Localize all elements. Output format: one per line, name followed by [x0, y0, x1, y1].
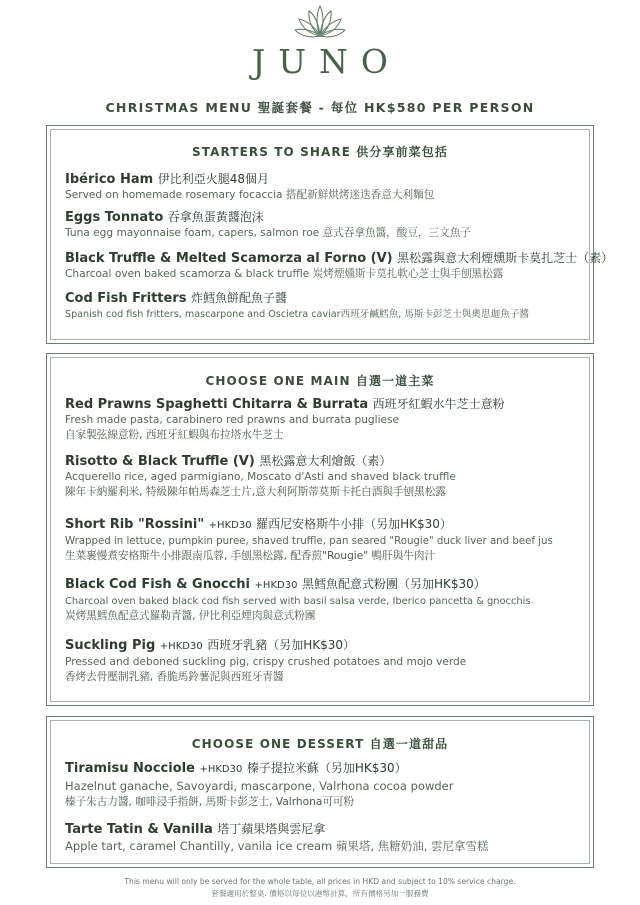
dish-description-zh: 榛子朱古力醬, 咖啡浸手指餅, 馬斯卡彭芝士, Valrhona可可粉 — [65, 796, 355, 808]
dish-name: Suckling Pig — [65, 638, 156, 653]
dish-name-zh: 伊比利亞火腿48個月 — [157, 172, 270, 186]
dish-name: Cod Fish Fritters — [65, 291, 187, 306]
menu-title: CHRISTMAS MENU 聖誕套餐 - 每位 HK$580 PER PERSON — [105, 100, 535, 115]
section-title: STARTERS TO SHARE 供分享前菜包括 — [192, 145, 448, 159]
list-item — [65, 821, 583, 855]
dish-description: Spanish cod fish fritters, mascarpone and Oscietra caviar西班牙鹹鱈魚, 馬斯卡彭芝士與奧思迦魚子醬 — [65, 309, 529, 320]
dish-name: Short Rib "Rossini" — [65, 517, 205, 532]
dish-name: Black Cod Fish & Gnocchi — [65, 577, 251, 592]
desserts-section — [46, 716, 594, 868]
dish-description-zh: 自家製弦線意粉, 西班牙紅蝦與布拉塔水牛芝士 — [65, 429, 284, 441]
footer-note: This menu will only be served for the whole table, all prices in HKD and subject to 10% service charge. — [124, 877, 516, 886]
dish-description: Fresh made pasta, carabinero red prawns and burrata pugliese — [65, 414, 400, 426]
dish-name-zh: 黑鱈魚配意式粉團（另加HK$30） — [301, 577, 486, 591]
dish-description: Acquerello rice, aged parmigiano, Moscato d'Asti and shaved black truffle — [65, 471, 456, 483]
section-title: CHOOSE ONE DESSERT 自選一道甜品 — [191, 737, 449, 751]
list-item — [65, 516, 583, 564]
dish-description-zh: 生菜裹慢煮安格斯牛小排跟南瓜蓉, 手刨黑松露, 配香煎"Rougie" 鴨肝與牛肉汁 — [65, 550, 436, 562]
section-title: CHOOSE ONE MAIN 自選一道主菜 — [205, 374, 435, 388]
dish-description-zh: 炭烤黑鱈魚配意式羅勒青醬, 伊比利亞煙肉與意式粉團 — [65, 610, 316, 622]
list-item — [65, 637, 583, 685]
dish-description-zh: 香烤去骨壓制乳豬, 香脆馬鈴薯泥與西班牙青醬 — [65, 671, 284, 683]
dish-name: Tarte Tatin & Vanilla — [65, 822, 213, 837]
surcharge: +HKD30 — [199, 764, 243, 775]
dish-name: Ibérico Ham — [65, 172, 154, 187]
dish-name: Risotto & Black Truffle (V) — [65, 454, 255, 469]
surcharge: +HKD30 — [159, 641, 203, 652]
dish-description: Hazelnut ganache, Savoyardi, mascarpone, Valrhona cocoa powder — [65, 779, 454, 793]
starters-section — [46, 125, 614, 344]
dish-name-zh: 吞拿魚蛋黃醬泡沫 — [167, 210, 264, 224]
dish-name: Red Prawns Spaghetti Chitarra & Burrata — [65, 397, 369, 412]
footer-note-zh: 套餐適用於整桌. 價格以每位以港幣計算，所有價格另加一服務費 — [211, 889, 429, 898]
surcharge: +HKD30 — [208, 520, 252, 531]
dish-description: Tuna egg mayonnaise foam, capers, salmon roe 意式吞拿魚醬，酸豆，三文魚子 — [65, 227, 471, 239]
dish-name: Eggs Tonnato — [65, 210, 164, 225]
dish-description: Wrapped in lettuce, pumpkin puree, shaved truffle, pan seared "Rougie" duck liver and beef jus — [65, 536, 553, 547]
dish-name-zh: 西班牙紅蝦水牛芝士意粉 — [372, 397, 505, 411]
list-item — [65, 396, 583, 443]
logo — [0, 2, 640, 82]
brand-name: JUNO — [252, 42, 401, 81]
dish-name-zh: 黑松露與意大利煙燻斯卡莫扎芝士（素） — [397, 251, 614, 265]
list-item — [65, 453, 583, 500]
dish-name: Black Truffle & Melted Scamorza al Forno (V) — [65, 251, 393, 266]
dish-name-zh: 黑松露意大利燴飯（素） — [259, 454, 392, 468]
dish-name-zh: 榛子提拉米蘇（另加HK$30） — [246, 761, 407, 775]
list-item — [65, 209, 583, 241]
dish-name: Tiramisu Nocciole — [65, 761, 195, 776]
leaf-icon — [290, 2, 350, 42]
dish-description: Charcoal oven baked scamorza & black truffle 炭烤煙燻斯卡莫扎軟心芝士與手刨黑松露 — [65, 268, 504, 280]
list-item — [65, 576, 583, 624]
dish-description-zh: 陳年卡納羅利米, 特級陳年帕馬森芝士片,意大利阿斯蒂莫斯卡托白酒與手刨黑松露 — [65, 486, 446, 498]
mains-section — [46, 353, 594, 706]
surcharge: +HKD30 — [254, 580, 298, 591]
dish-description: Apple tart, caramel Chantilly, vanila ice cream 蘋果塔, 焦糖奶油, 雲尼拿雪糕 — [65, 839, 489, 853]
dish-name-zh: 炸鱈魚餅配魚子醬 — [191, 291, 288, 305]
dish-description: Charcoal oven baked black cod fish served with basil salsa verde, Iberico pancetta & gnocchis — [65, 596, 531, 607]
list-item — [65, 290, 583, 322]
list-item — [65, 760, 583, 810]
dish-name-zh: 塔丁蘋果塔與雲尼拿 — [217, 822, 326, 836]
dish-name-zh: 西班牙乳豬（另加HK$30） — [207, 638, 356, 652]
dish-name-zh: 羅西尼安格斯牛小排（另加HK$30） — [256, 517, 452, 531]
dish-description: Pressed and deboned suckling pig, crispy crushed potatoes and mojo verde — [65, 656, 467, 668]
dish-description: Served on homemade rosemary focaccia 搭配新鮮烘烤迷迭香意大利麵包 — [65, 189, 435, 201]
list-item — [65, 171, 583, 203]
list-item — [65, 250, 614, 282]
